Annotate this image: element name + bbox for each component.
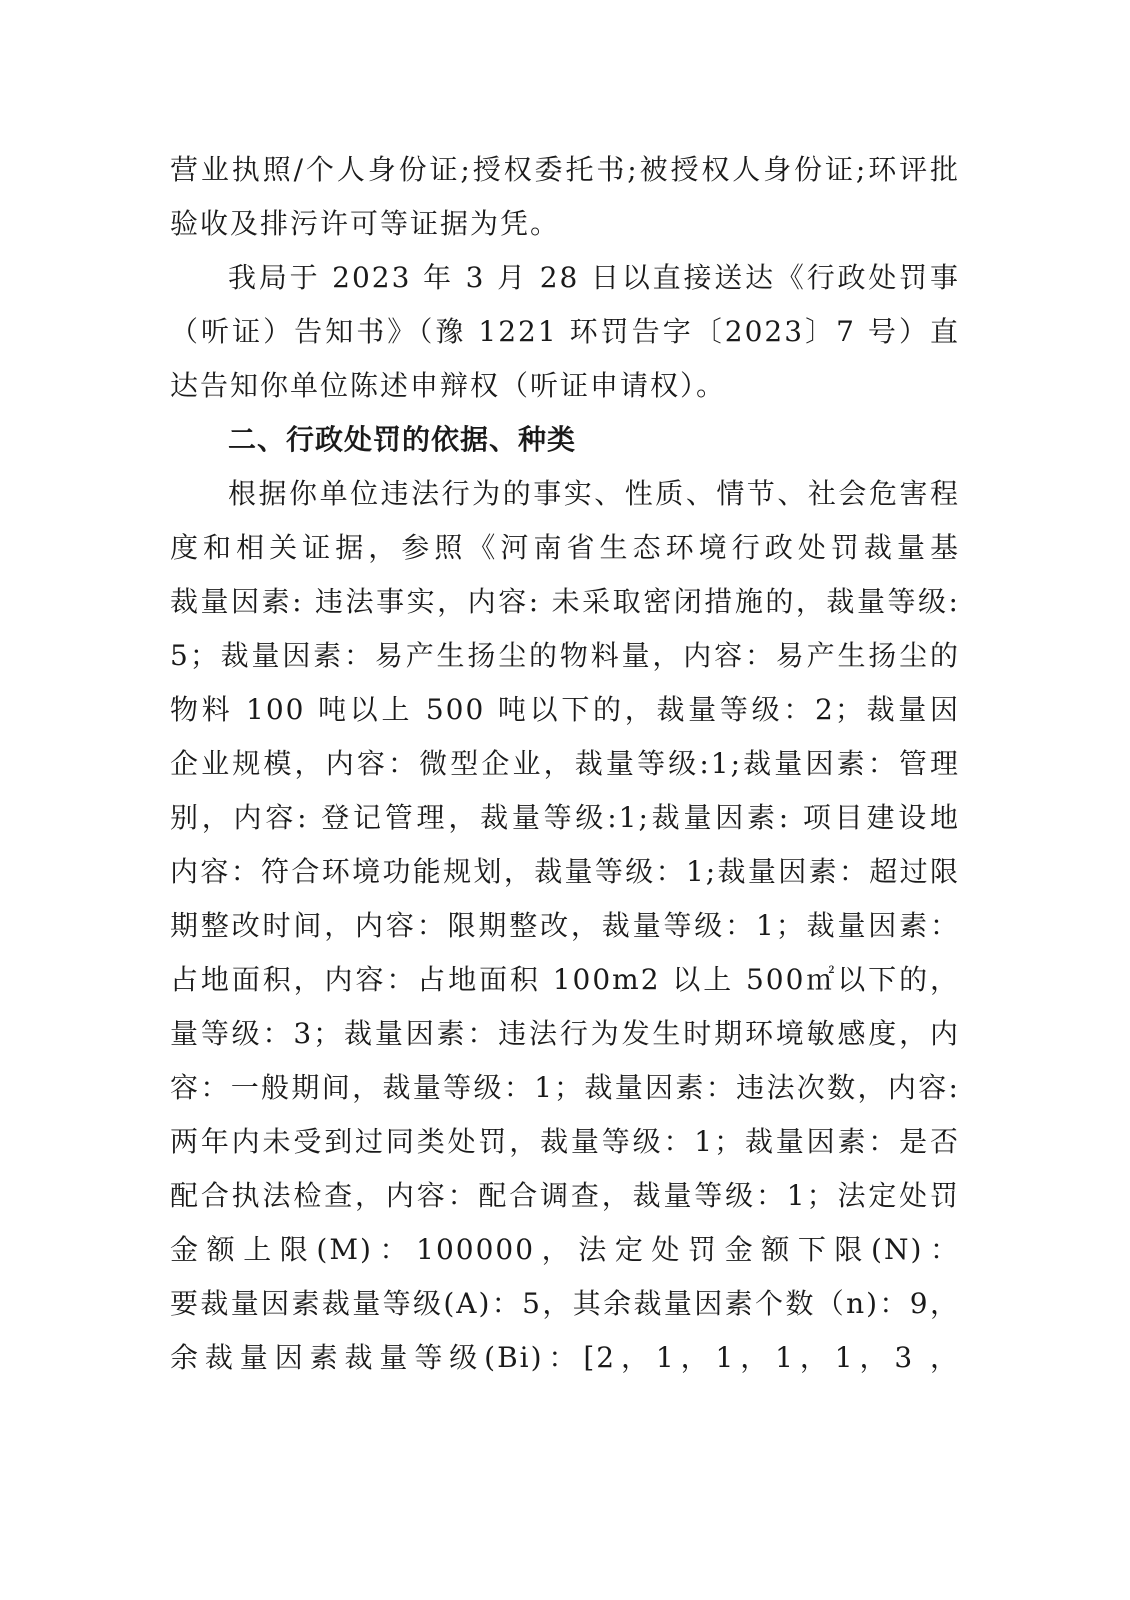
paragraph-3-line-14: 配合执法检查，内容：配合调查，裁量等级：1；法定处罚 (170, 1179, 960, 1212)
paragraph-3-line-8: 内容：符合环境功能规划，裁量等级：1;裁量因素：超过限 (170, 855, 960, 888)
text-line-2: 验收及排污许可等证据为凭。 (170, 207, 561, 240)
paragraph-3-line-3: 裁量因素: 违法事实，内容: 未采取密闭措施的，裁量等级: (170, 585, 960, 618)
paragraph-2-line-1: 我局于 2023 年 3 月 28 日以直接送达《行政处罚事 (228, 261, 960, 294)
paragraph-3-line-11: 量等级：3；裁量因素：违法行为发生时期环境敏感度，内 (170, 1017, 960, 1050)
paragraph-3-line-12: 容：一般期间，裁量等级：1；裁量因素：违法次数，内容: (170, 1071, 960, 1104)
paragraph-3-line-13: 两年内未受到过同类处罚，裁量等级：1；裁量因素：是否 (170, 1125, 960, 1158)
paragraph-2-line-3: 达告知你单位陈述申辩权（听证申请权）。 (170, 369, 727, 402)
paragraph-3-line-6: 企业规模，内容：微型企业，裁量等级:1;裁量因素：管理 (170, 747, 960, 780)
paragraph-3-line-7: 别，内容: 登记管理，裁量等级:1;裁量因素: 项目建设地 (170, 801, 960, 834)
text-line-1: 营业执照/个人身份证;授权委托书;被授权人身份证;环评批 (170, 153, 960, 186)
paragraph-3-line-15: 金额上限(M)：100000，法定处罚金额下限(N)： (170, 1233, 960, 1266)
paragraph-2-line-2: （听证）告知书》（豫 1221 环罚告字〔2023〕7 号）直 (170, 315, 960, 348)
paragraph-3-line-5: 物料 100 吨以上 500 吨以下的，裁量等级：2；裁量因 (170, 693, 960, 726)
paragraph-3-line-4: 5；裁量因素：易产生扬尘的物料量，内容：易产生扬尘的 (170, 639, 960, 672)
section-heading: 二、行政处罚的依据、种类 (228, 423, 577, 456)
paragraph-3-line-10: 占地面积，内容：占地面积 100m2 以上 500㎡以下的， (170, 963, 960, 996)
paragraph-3-line-16: 要裁量因素裁量等级(A)：5，其余裁量因素个数（n)：9， (170, 1287, 960, 1320)
paragraph-3-line-1: 根据你单位违法行为的事实、性质、情节、社会危害程 (228, 477, 960, 510)
paragraph-3-line-9: 期整改时间，内容：限期整改，裁量等级：1；裁量因素： (170, 909, 960, 942)
paragraph-3-line-17: 余裁量因素裁量等级(Bi)：[2，1，1，1，1，3 ， (170, 1341, 960, 1374)
paragraph-3-line-2: 度和相关证据，参照《河南省生态环境行政处罚裁量基 (170, 531, 960, 564)
